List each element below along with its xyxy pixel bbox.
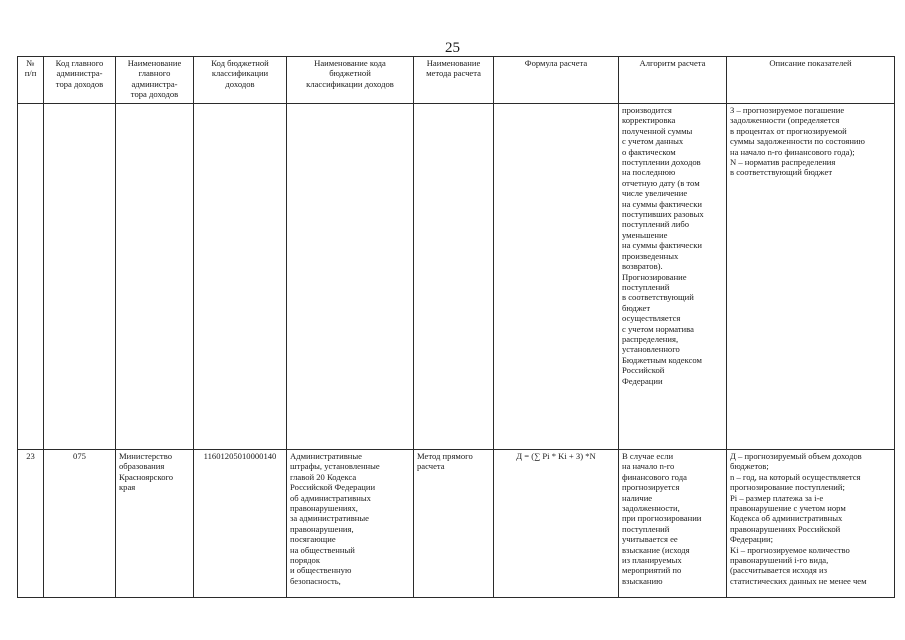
header-admin-name: Наименование главного администра- тора доходов [116, 57, 194, 104]
table-row-continuation [18, 104, 895, 450]
page-number: 25 [445, 40, 460, 56]
table-row [18, 450, 895, 598]
cell-description: З – прогнозируемое погашение задолженности (определяется в процентах от прогнозируемой суммы задолженности по состоянию на начало n-го финансового года); N – норматив распределения в соответствующий бюджет [727, 104, 895, 450]
header-formula: Формула расчета [494, 57, 619, 104]
header-admin-code: Код главного администра- тора доходов [44, 57, 116, 104]
header-method: Наименование метода расчета [414, 57, 494, 104]
header-description: Описание показателей [727, 57, 895, 104]
cell-method: Метод прямого расчета [414, 450, 494, 598]
header-budget-name: Наименование кода бюджетной классификации доходов [287, 57, 414, 104]
cell-formula: Д = (∑ Pi * Ki + З) *N [494, 450, 619, 598]
revenue-forecast-table [17, 56, 895, 598]
cell-empty [18, 104, 44, 450]
cell-algorithm: В случае если на начало n-го финансового года прогнозируется наличие задолженности, при прогнозировании поступлений учитывается ее взыскание (исходя из планируемых мероприятий по взысканию [619, 450, 727, 598]
cell-number: 23 [18, 450, 44, 598]
header-row [18, 57, 895, 104]
cell-budget-code: 11601205010000140 [194, 450, 287, 598]
cell-empty [194, 104, 287, 450]
cell-admin-code: 075 [44, 450, 116, 598]
cell-empty [44, 104, 116, 450]
header-budget-code: Код бюджетной классификации доходов [194, 57, 287, 104]
cell-algorithm: производится корректировка полученной суммы с учетом данных о фактическом поступлении доходов на последнюю отчетную дату (в том числе увеличение на суммы фактически поступивших разовых поступлений либо уменьшение на суммы фактически произведенных возвратов). Прогнозирование поступлений в соответствующий бюджет осуществляется с учетом норматива распределения, установленного Бюджетным кодексом Российской Федерации [619, 104, 727, 450]
header-algorithm: Алгоритм расчета [619, 57, 727, 104]
cell-description: Д – прогнозируемый объем доходов бюджетов; n – год, на который осуществляется прогнозирование поступлений; Pi – размер платежа за i-е правонарушение с учетом норм Кодекса об административных правонарушениях Российской Федерации; Ki – прогнозируемое количество правонарушений i-го вида, (рассчитывается исходя из статистических данных не менее чем [727, 450, 895, 598]
cell-budget-name: Административные штрафы, установленные главой 20 Кодекса Российской Федерации об административных правонарушениях, за административные правонарушения, посягающие на общественный порядок и общественную безопасность, [287, 450, 414, 598]
header-number: № п/п [18, 57, 44, 104]
cell-empty [414, 104, 494, 450]
cell-empty [287, 104, 414, 450]
cell-admin-name: Министерство образования Красноярского края [116, 450, 194, 598]
cell-empty [116, 104, 194, 450]
cell-empty [494, 104, 619, 450]
